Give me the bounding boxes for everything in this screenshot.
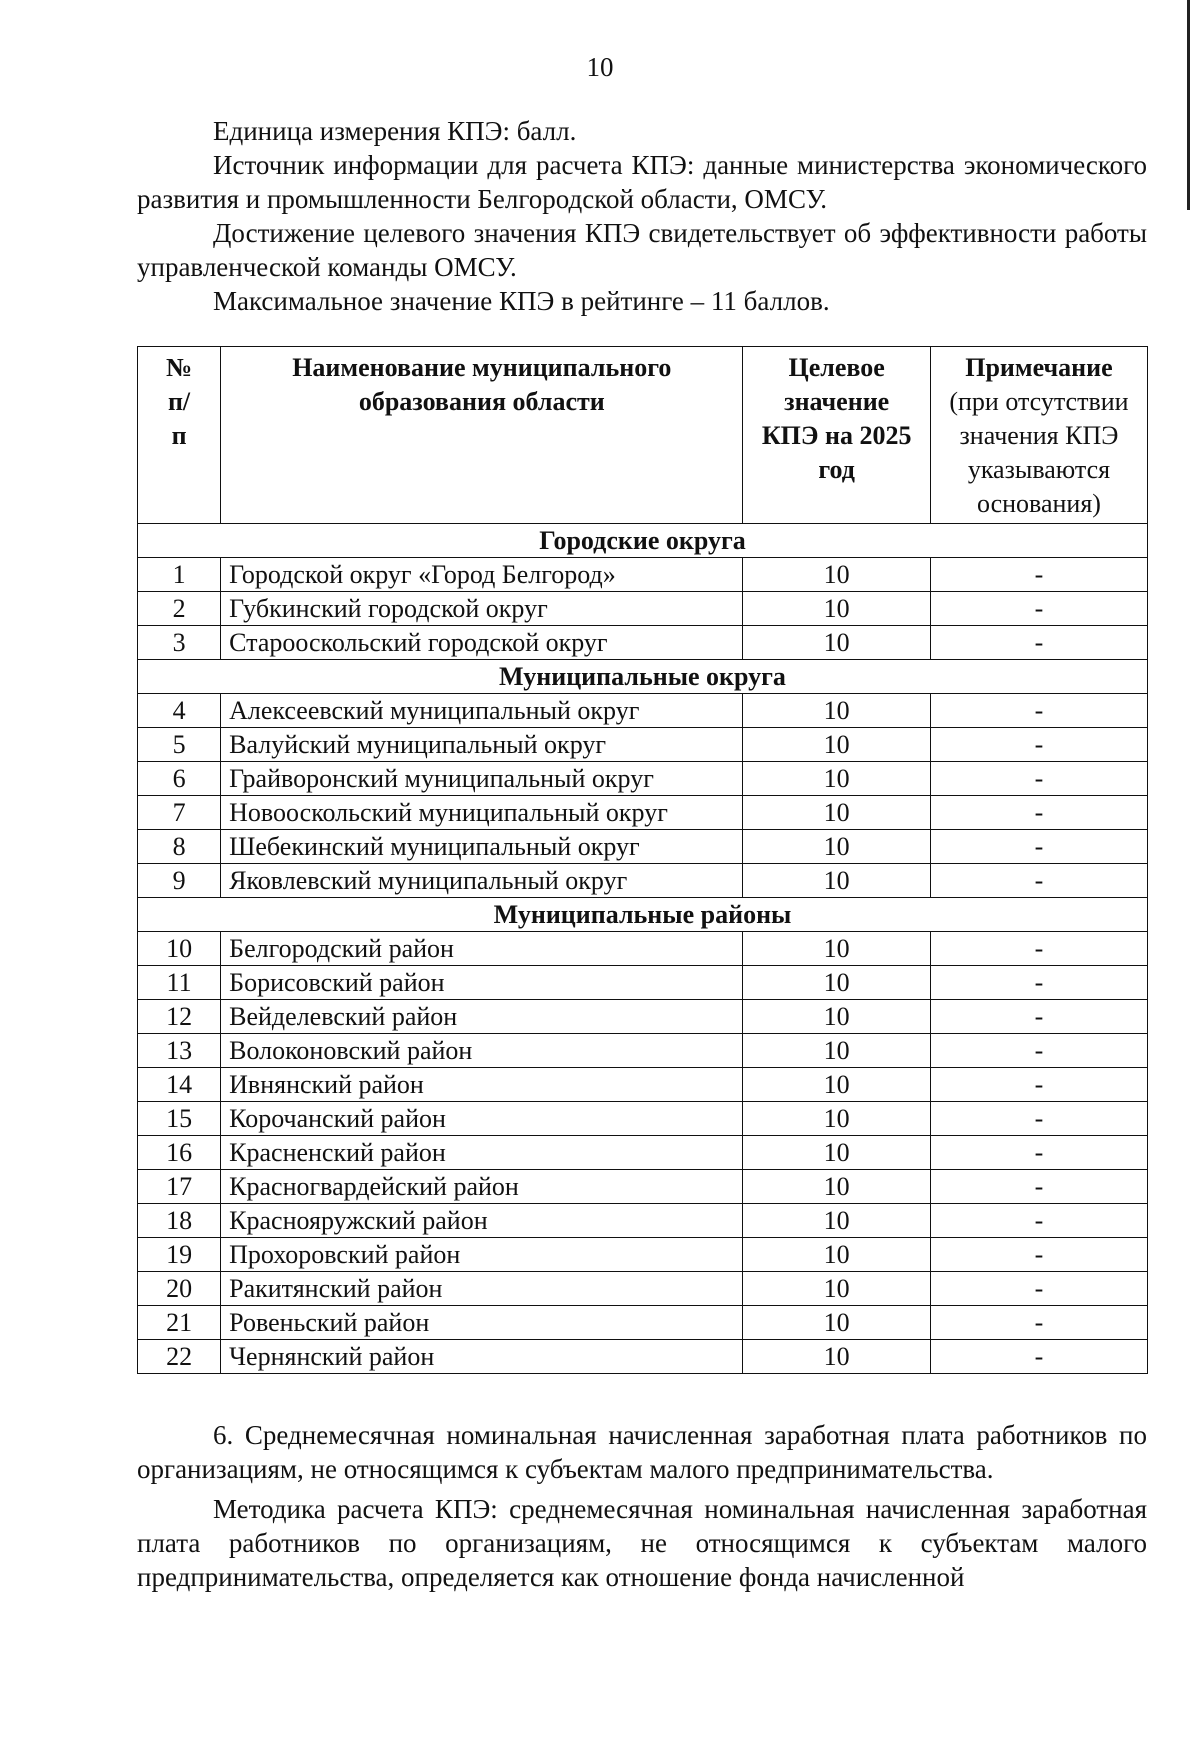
row-municipality-name: Волоконовский район <box>221 1034 743 1068</box>
table-row <box>138 592 1148 626</box>
row-number: 14 <box>138 1068 221 1102</box>
row-municipality-name: Алексеевский муниципальный округ <box>221 694 743 728</box>
page-number: 10 <box>586 52 614 82</box>
row-number: 19 <box>138 1238 221 1272</box>
row-municipality-name: Губкинский городской округ <box>221 592 743 626</box>
row-target-value: 10 <box>743 1272 930 1306</box>
row-municipality-name: Городской округ «Город Белгород» <box>221 558 743 592</box>
table-row <box>138 1170 1148 1204</box>
after-text <box>137 1418 1147 1594</box>
row-note: - <box>930 626 1147 660</box>
table-row <box>138 932 1148 966</box>
row-municipality-name: Красногвардейский район <box>221 1170 743 1204</box>
scan-edge-line <box>1187 0 1190 210</box>
row-number: 16 <box>138 1136 221 1170</box>
table-row <box>138 1272 1148 1306</box>
row-target-value: 10 <box>743 728 930 762</box>
table-row <box>138 796 1148 830</box>
table-row <box>138 728 1148 762</box>
section-title: Городские округа <box>138 524 1148 558</box>
row-municipality-name: Грайворонский муниципальный округ <box>221 762 743 796</box>
row-note: - <box>930 1170 1147 1204</box>
table-row <box>138 1136 1148 1170</box>
table-row <box>138 830 1148 864</box>
row-number: 13 <box>138 1034 221 1068</box>
table-row <box>138 1340 1148 1374</box>
row-municipality-name: Краснояружский район <box>221 1204 743 1238</box>
row-number: 12 <box>138 1000 221 1034</box>
row-municipality-name: Валуйский муниципальный округ <box>221 728 743 762</box>
row-target-value: 10 <box>743 1238 930 1272</box>
row-note: - <box>930 932 1147 966</box>
row-number: 18 <box>138 1204 221 1238</box>
row-number: 8 <box>138 830 221 864</box>
row-target-value: 10 <box>743 1136 930 1170</box>
header-note-sub: (при отсутствии значения КПЭ указываются основания) <box>949 387 1129 518</box>
row-number: 2 <box>138 592 221 626</box>
row-number: 10 <box>138 932 221 966</box>
table-row <box>138 1306 1148 1340</box>
header-note <box>930 347 1147 524</box>
row-number: 4 <box>138 694 221 728</box>
table-row <box>138 1034 1148 1068</box>
row-note: - <box>930 1136 1147 1170</box>
row-target-value: 10 <box>743 558 930 592</box>
row-note: - <box>930 830 1147 864</box>
row-number: 3 <box>138 626 221 660</box>
row-target-value: 10 <box>743 626 930 660</box>
row-note: - <box>930 1272 1147 1306</box>
row-municipality-name: Ровеньский район <box>221 1306 743 1340</box>
row-target-value: 10 <box>743 1170 930 1204</box>
row-municipality-name: Старооскольский городской округ <box>221 626 743 660</box>
row-note: - <box>930 762 1147 796</box>
row-target-value: 10 <box>743 864 930 898</box>
kpi-table-body <box>138 524 1148 1374</box>
row-note: - <box>930 694 1147 728</box>
row-number: 7 <box>138 796 221 830</box>
row-number: 1 <box>138 558 221 592</box>
row-municipality-name: Белгородский район <box>221 932 743 966</box>
table-row <box>138 1238 1148 1272</box>
row-target-value: 10 <box>743 1340 930 1374</box>
table-row <box>138 558 1148 592</box>
row-note: - <box>930 1102 1147 1136</box>
intro-paragraph-achievement: Достижение целевого значения КПЭ свидетельствует об эффективности работы управленческой команды ОМСУ. <box>137 218 1147 282</box>
row-target-value: 10 <box>743 1000 930 1034</box>
row-note: - <box>930 1068 1147 1102</box>
section-title: Муниципальные районы <box>138 898 1148 932</box>
table-row <box>138 626 1148 660</box>
table-row <box>138 762 1148 796</box>
header-name: Наименование муниципального образования области <box>221 347 743 524</box>
row-municipality-name: Шебекинский муниципальный округ <box>221 830 743 864</box>
row-target-value: 10 <box>743 830 930 864</box>
row-note: - <box>930 728 1147 762</box>
intro-paragraph-unit: Единица измерения КПЭ: балл. <box>213 116 577 146</box>
row-target-value: 10 <box>743 1306 930 1340</box>
row-municipality-name: Чернянский район <box>221 1340 743 1374</box>
header-value: Целевое значение КПЭ на 2025 год <box>743 347 930 524</box>
row-note: - <box>930 796 1147 830</box>
table-row <box>138 1000 1148 1034</box>
table-row <box>138 694 1148 728</box>
row-number: 21 <box>138 1306 221 1340</box>
row-note: - <box>930 1340 1147 1374</box>
row-note: - <box>930 1306 1147 1340</box>
row-target-value: 10 <box>743 796 930 830</box>
row-target-value: 10 <box>743 966 930 1000</box>
row-number: 6 <box>138 762 221 796</box>
row-note: - <box>930 592 1147 626</box>
row-municipality-name: Новооскольский муниципальный округ <box>221 796 743 830</box>
section-row <box>138 660 1148 694</box>
row-note: - <box>930 1238 1147 1272</box>
section-6-method: Методика расчета КПЭ: среднемесячная номинальная начисленная заработная плата работников по организациям, не относящимся к субъектам малого предпринимательства, определяется как отношение фонда начисленной <box>137 1494 1147 1592</box>
row-number: 11 <box>138 966 221 1000</box>
section-row <box>138 898 1148 932</box>
kpi-table <box>137 346 1148 1374</box>
table-row <box>138 966 1148 1000</box>
row-target-value: 10 <box>743 694 930 728</box>
section-6-heading: 6. Среднемесячная номинальная начисленная заработная плата работников по организациям, не относящимся к субъектам малого предпринимательства. <box>137 1420 1147 1484</box>
row-municipality-name: Прохоровский район <box>221 1238 743 1272</box>
row-municipality-name: Вейделевский район <box>221 1000 743 1034</box>
section-title: Муниципальные округа <box>138 660 1148 694</box>
row-municipality-name: Корочанский район <box>221 1102 743 1136</box>
row-target-value: 10 <box>743 1204 930 1238</box>
row-note: - <box>930 1000 1147 1034</box>
table-row <box>138 864 1148 898</box>
row-number: 15 <box>138 1102 221 1136</box>
intro-paragraph-source: Источник информации для расчета КПЭ: данные министерства экономического развития и промышленности Белгородской области, ОМСУ. <box>137 150 1147 214</box>
intro-paragraph-maximum: Максимальное значение КПЭ в рейтинге – 11 баллов. <box>213 286 830 316</box>
row-municipality-name: Красненский район <box>221 1136 743 1170</box>
row-note: - <box>930 1034 1147 1068</box>
table-header-row <box>138 347 1148 524</box>
row-number: 17 <box>138 1170 221 1204</box>
row-number: 9 <box>138 864 221 898</box>
row-municipality-name: Ивнянский район <box>221 1068 743 1102</box>
row-note: - <box>930 966 1147 1000</box>
row-note: - <box>930 558 1147 592</box>
row-municipality-name: Ракитянский район <box>221 1272 743 1306</box>
row-target-value: 10 <box>743 1102 930 1136</box>
row-target-value: 10 <box>743 1034 930 1068</box>
row-number: 22 <box>138 1340 221 1374</box>
row-municipality-name: Яковлевский муниципальный округ <box>221 864 743 898</box>
header-num: № п/п <box>138 347 221 524</box>
row-target-value: 10 <box>743 762 930 796</box>
table-row <box>138 1068 1148 1102</box>
row-target-value: 10 <box>743 932 930 966</box>
table-row <box>138 1102 1148 1136</box>
row-note: - <box>930 864 1147 898</box>
section-row <box>138 524 1148 558</box>
row-number: 5 <box>138 728 221 762</box>
intro-text <box>137 114 1147 318</box>
header-note-title: Примечание <box>965 353 1113 382</box>
row-municipality-name: Борисовский район <box>221 966 743 1000</box>
row-note: - <box>930 1204 1147 1238</box>
row-target-value: 10 <box>743 592 930 626</box>
table-row <box>138 1204 1148 1238</box>
row-number: 20 <box>138 1272 221 1306</box>
row-target-value: 10 <box>743 1068 930 1102</box>
